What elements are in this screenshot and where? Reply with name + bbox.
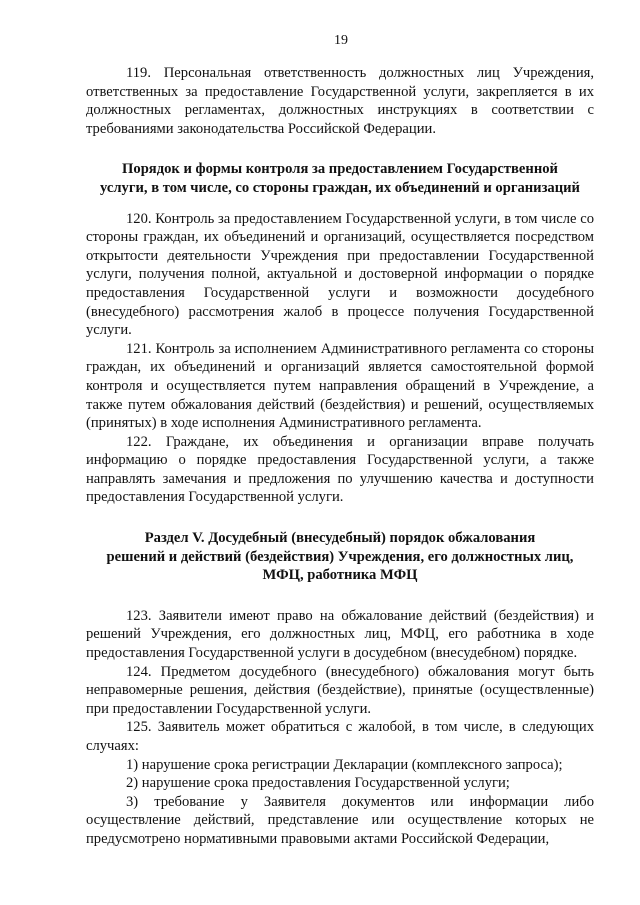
paragraph-123: 123. Заявители имеют право на обжалование действий (бездействия) и решений Учреждения, его должностных лиц, МФЦ, его работника в ходе предоставления Государственной услуги в досудебном (внесудебном) порядке. xyxy=(86,607,594,662)
paragraph-119: 119. Персональная ответственность должностных лиц Учреждения, ответственных за предоставление Государственной услуги, закрепляется в их должностных регламентах, должностных инструкциях в соответствии с требованиями законодательства Российской Федерации. xyxy=(86,65,594,137)
heading-section-v-line-1: Раздел V. Досудебный (внесудебный) порядок обжалования xyxy=(144,530,536,547)
list-item: 1) нарушение срока регистрации Декларации (комплексного запроса); xyxy=(126,756,563,773)
list-item: 2) нарушение срока предоставления Государственной услуги; xyxy=(126,775,510,792)
paragraph-122: 122. Граждане, их объединения и организации вправе получать информацию о порядке предоставления Государственной услуги, а также направлять замечания и предложения по улучшению качества и доступности предоставления Государственной услуги. xyxy=(86,433,594,506)
heading-control xyxy=(86,160,594,197)
list-item: 3) требование у Заявителя документов или информации либо осуществление действий, представление или осуществление которых не предусмотрено нормативными правовыми актами Российской Федерации, xyxy=(86,793,594,847)
heading-section-v-line-3: МФЦ, работника МФЦ xyxy=(262,567,418,584)
paragraph-121: 121. Контроль за исполнением Административного регламента со стороны граждан, их объединений и организаций является самостоятельной формой контроля и осуществляется путем направления обращений в Учреждение, а также путем обжалования действий (бездействия) и решений, осуществляемых (принятых) в ходе исполнения Административного регламента. xyxy=(86,340,594,432)
page-number: 19 xyxy=(334,33,348,48)
paragraph-125: 125. Заявитель может обратиться с жалобой, в том числе, в следующих случаях: xyxy=(86,719,594,754)
complaint-cases-list xyxy=(86,756,594,849)
heading-control-line-2: услуги, в том числе, со стороны граждан, их объединений и организаций xyxy=(100,179,580,196)
heading-section-v-line-2: решений и действий (бездействия) Учреждения, его должностных лиц, xyxy=(106,548,574,565)
heading-section-v xyxy=(86,529,594,585)
paragraph-124: 124. Предметом досудебного (внесудебного) обжалования могут быть неправомерные решения, действия (бездействие), принятые (осуществленные) при предоставлении Государственной услуги. xyxy=(86,663,594,717)
heading-control-line-1: Порядок и формы контроля за предоставлением Государственной xyxy=(122,161,558,178)
paragraph-120: 120. Контроль за предоставлением Государственной услуги, в том числе со стороны граждан, их объединений и организаций, осуществляется посредством открытости деятельности Учреждения при предоставлении Государственной услуги, получения полной, актуальной и достоверной информации о порядке предоставления Государственной услуги и возможности досудебного (внесудебного) рассмотрения жалоб в процессе получения Государственной услуги. xyxy=(86,210,594,339)
